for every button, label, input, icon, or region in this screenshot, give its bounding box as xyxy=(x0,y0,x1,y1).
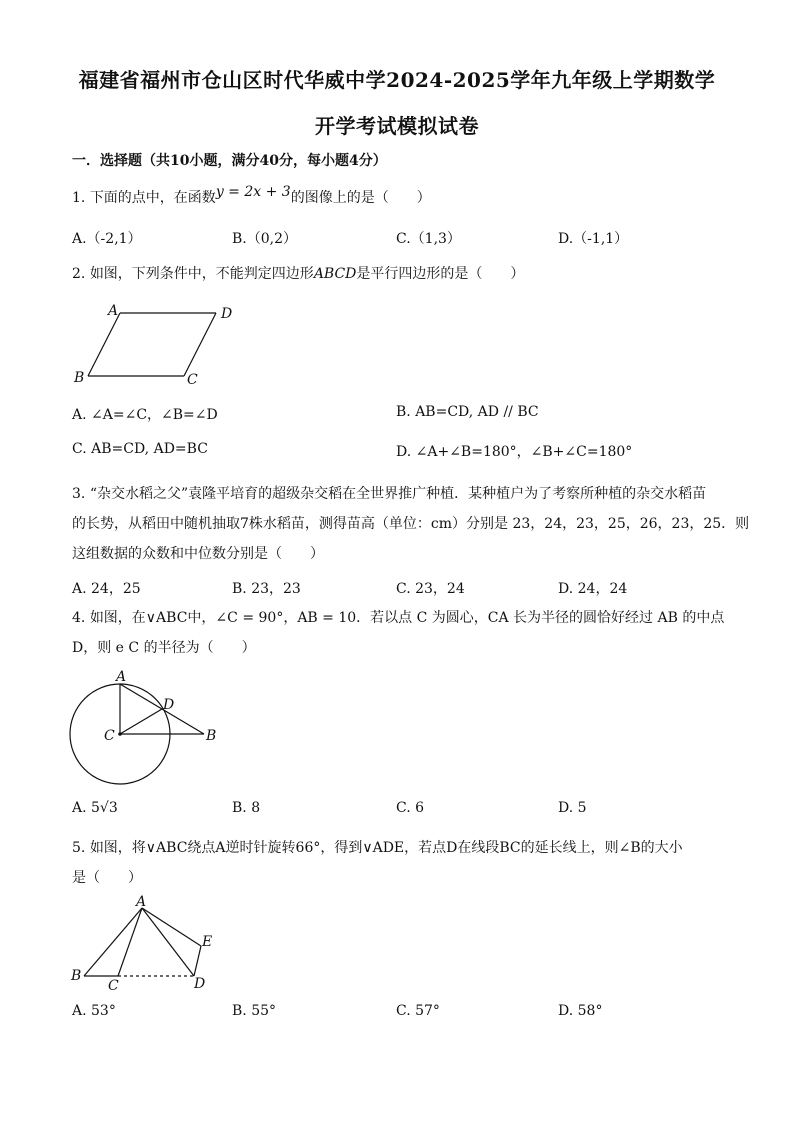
document-title-line2: 开学考试模拟试卷 xyxy=(315,114,479,138)
question-5-rotation-figure xyxy=(68,894,228,994)
question-5-line-1 xyxy=(72,838,683,858)
question-1-stem xyxy=(72,184,431,208)
document-title-line1: 福建省福州市仓山区时代华威中学2024-2025学年九年级上学期数学 xyxy=(78,68,716,92)
question-5-line-2: 是（ ） xyxy=(72,870,142,886)
label-d: D xyxy=(194,976,206,992)
question-2-option-d: D. ∠A+∠B=180°，∠B+∠C=180° xyxy=(396,444,633,460)
question-3-option-b: B. 23，23 xyxy=(232,581,301,597)
question-4-text-1: 如图，在∨ABC中，∠C = 90°，AB = 10．若以点 C 为圆心，CA 长为半径的圆恰好经过 AB 的中点 xyxy=(89,610,725,626)
question-2-quad-name: ABCD xyxy=(313,266,357,282)
parallelogram-shape xyxy=(88,313,216,376)
label-e: E xyxy=(202,934,213,950)
question-2-stem xyxy=(72,264,524,284)
label-d: D xyxy=(221,306,233,322)
center-point xyxy=(118,732,122,736)
label-b: B xyxy=(74,370,85,386)
question-4-line-2: D，则 e C 的半径为（ ） xyxy=(72,640,256,656)
label-a: A xyxy=(108,303,119,319)
segment-ae xyxy=(142,908,201,946)
label-a: A xyxy=(136,894,147,910)
question-2-option-a: A. ∠A=∠C，∠B=∠D xyxy=(72,407,218,423)
question-3-line-1 xyxy=(72,484,706,504)
question-4-option-c: C. 6 xyxy=(396,800,425,816)
segment-de xyxy=(194,946,201,976)
question-1-option-d: D.（-1,1） xyxy=(558,231,629,247)
question-4-option-b: B. 8 xyxy=(232,800,261,816)
question-3-option-d: D. 24，24 xyxy=(558,581,628,597)
segment-ab xyxy=(84,908,142,976)
edge-dc xyxy=(184,313,216,376)
question-5-option-b: B. 55° xyxy=(232,1003,277,1019)
question-2-parallelogram-figure xyxy=(70,300,240,390)
question-1-function: y = 2x + 3 xyxy=(215,184,291,200)
label-d: D xyxy=(163,697,175,713)
question-2-option-c: C. AB=CD, AD=BC xyxy=(72,441,208,457)
question-5-option-a: A. 53° xyxy=(72,1003,116,1019)
segment-cd xyxy=(120,709,162,734)
question-5-option-d: D. 58° xyxy=(558,1003,603,1019)
segment-ac xyxy=(118,908,142,976)
question-3-line-3: 这组数据的众数和中位数分别是（ ） xyxy=(72,546,324,562)
question-3-option-a: A. 24，25 xyxy=(72,581,141,597)
question-1-option-c: C.（1,3） xyxy=(396,231,461,247)
question-3-text-1: “杂交水稻之父”袁隆平培育的超级杂交稻在全世界推广种植．某种植户为了考察所种植的杂交水稻苗 xyxy=(89,486,707,502)
label-c: C xyxy=(104,728,115,744)
question-1-option-b: B.（0,2） xyxy=(232,231,298,247)
label-b: B xyxy=(71,968,82,984)
question-3-number: 3. xyxy=(72,486,86,502)
question-1-text-b: 的图像上的是（ ） xyxy=(290,190,431,206)
question-5-option-c: C. 57° xyxy=(396,1003,440,1019)
label-c: C xyxy=(108,978,119,994)
question-1-text-a: 下面的点中，在函数 xyxy=(89,190,216,206)
question-2-text-b: 是平行四边形的是（ ） xyxy=(356,266,525,282)
question-4-number: 4. xyxy=(72,610,86,626)
edge-ab xyxy=(88,313,120,376)
label-b: B xyxy=(206,728,217,744)
question-4-option-a: A. 5√3 xyxy=(72,800,118,816)
question-5-number: 5. xyxy=(72,840,86,856)
section-heading: 一．选择题（共10小题，满分40分，每小题4分） xyxy=(72,153,387,169)
label-a: A xyxy=(116,669,127,685)
segment-ad xyxy=(142,908,194,976)
question-3-option-c: C. 23，24 xyxy=(396,581,465,597)
question-2-number: 2. xyxy=(72,266,86,282)
question-5-text-1: 如图，将∨ABC绕点A逆时针旋转66°，得到∨ADE，若点D在线段BC的延长线上，则∠B的大小 xyxy=(89,840,683,856)
question-4-line-1 xyxy=(72,608,724,628)
question-2-option-b: B. AB=CD, AD // BC xyxy=(396,404,539,420)
question-4-option-d: D. 5 xyxy=(558,800,587,816)
label-c: C xyxy=(187,372,198,388)
question-4-circle-figure xyxy=(66,668,226,788)
question-2-text-a: 如图，下列条件中，不能判定四边形 xyxy=(89,266,314,282)
question-3-line-2: 的长势，从稻田中随机抽取7株水稻苗，测得苗高（单位：cm）分别是 23，24，23，25，26，23，25．则 xyxy=(72,516,750,532)
question-1-number: 1. xyxy=(72,190,86,206)
question-1-option-a: A.（-2,1） xyxy=(72,231,142,247)
